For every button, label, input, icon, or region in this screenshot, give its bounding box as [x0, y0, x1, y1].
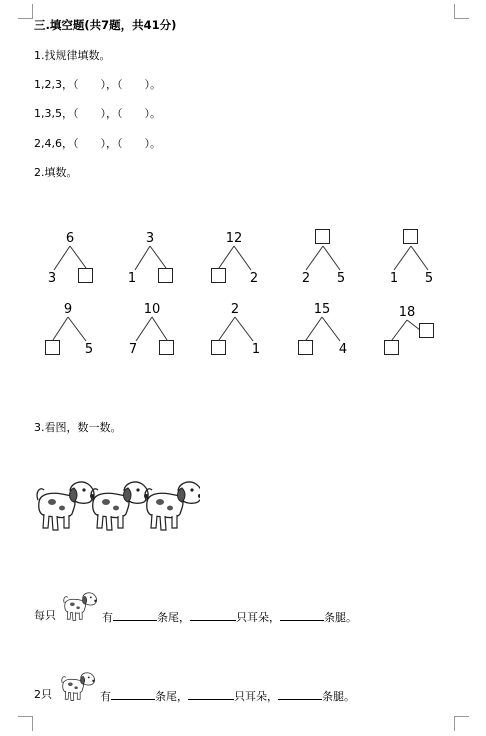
line-2-ears-blank[interactable]: [188, 688, 234, 700]
tree-1-top: 6: [65, 231, 75, 246]
tree-9-top: 15: [313, 302, 331, 317]
line-2-tails-blank[interactable]: [111, 688, 155, 700]
tree-4-top-answer-box[interactable]: [315, 229, 330, 244]
tree-3-top: 12: [225, 231, 243, 246]
question-1-title: 1.找规律填数。: [34, 49, 111, 62]
tree-8-top: 2: [230, 302, 240, 317]
question-1-row-3: 2,4,6，（ ），（ ）。: [34, 137, 161, 150]
tree-7-left: 7: [128, 342, 138, 357]
tree-5-top-answer-box[interactable]: [403, 229, 418, 244]
tree-4-left: 2: [301, 271, 311, 286]
tree-8-right: 1: [251, 342, 261, 357]
tree-5-right: 5: [424, 271, 434, 286]
dogs-image: [34, 476, 200, 534]
tree-9-right: 4: [338, 342, 348, 357]
tree-1-left: 3: [47, 271, 57, 286]
line-1-legs-label: 条腿。: [324, 611, 357, 624]
line-1-tails-label: 条尾，: [157, 611, 190, 624]
tree-2-top: 3: [145, 231, 155, 246]
tree-2-left: 1: [127, 271, 137, 286]
question-2-title: 2.填数。: [34, 166, 78, 179]
tree-10-left-answer-box[interactable]: [384, 340, 399, 355]
tree-10-top: 18: [398, 305, 416, 320]
question-3-line-2: [34, 688, 52, 702]
line-2-legs-blank[interactable]: [278, 688, 322, 700]
tree-8-left-answer-box[interactable]: [211, 340, 226, 355]
question-3-title: 3.看图，数一数。: [34, 421, 122, 434]
tree-6-top: 9: [63, 302, 73, 317]
question-3-line-1: [34, 609, 56, 623]
tree-6-left-answer-box[interactable]: [45, 340, 60, 355]
dog-icon-small-1: [62, 588, 100, 624]
question-1-row-2: 1,3,5，（ ），（ ）。: [34, 107, 161, 120]
tree-1-right-answer-box[interactable]: [78, 268, 93, 283]
line-2-prefix: 2只: [34, 688, 52, 701]
question-1-row-1: 1,2,3，（ ），（ ）。: [34, 78, 161, 91]
line-1-ears-blank[interactable]: [190, 609, 236, 621]
line-2-ears-label: 只耳朵，: [234, 690, 278, 703]
tree-6-right: 5: [84, 342, 94, 357]
tree-10-right-answer-box[interactable]: [419, 323, 434, 338]
tree-4-right: 5: [336, 271, 346, 286]
tree-3-left-answer-box[interactable]: [211, 268, 226, 283]
dog-icon-small-2: [60, 668, 98, 704]
tree-7-right-answer-box[interactable]: [159, 340, 174, 355]
line-1-tails-blank[interactable]: [113, 609, 157, 621]
line-1-prefix: 每只: [34, 609, 56, 622]
tree-7-top: 10: [143, 302, 161, 317]
line-2-legs-label: 条腿。: [322, 690, 355, 703]
line-1-legs-blank[interactable]: [280, 609, 324, 621]
line-1-has: 有: [102, 611, 113, 624]
question-3-line-2-rest: [100, 688, 355, 704]
tree-9-left-answer-box[interactable]: [298, 340, 313, 355]
line-2-tails-label: 条尾，: [155, 690, 188, 703]
tree-2-right-answer-box[interactable]: [158, 268, 173, 283]
line-2-has: 有: [100, 690, 111, 703]
line-1-ears-label: 只耳朵，: [236, 611, 280, 624]
question-3-line-1-rest: [102, 609, 357, 625]
section-title: 三.填空题(共7题，共41分): [34, 18, 177, 32]
tree-3-right: 2: [249, 271, 259, 286]
tree-5-left: 1: [389, 271, 399, 286]
